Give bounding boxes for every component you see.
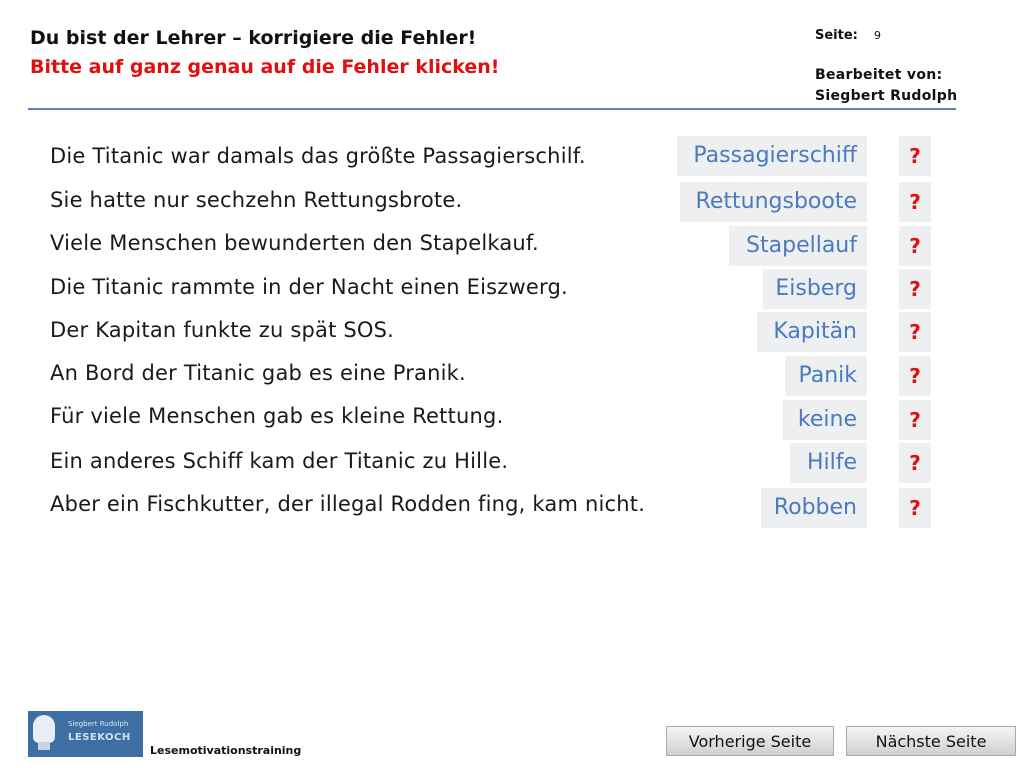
lightbulb-icon bbox=[33, 715, 55, 743]
answer-box-4: Eisberg bbox=[763, 269, 867, 309]
help-button-7[interactable]: ? bbox=[899, 400, 931, 440]
page-number: 9 bbox=[874, 29, 881, 42]
page-title: Du bist der Lehrer – korrigiere die Fehler! bbox=[30, 27, 477, 49]
answer-box-9: Robben bbox=[761, 488, 867, 528]
help-button-6[interactable]: ? bbox=[899, 356, 931, 396]
previous-page-button[interactable]: Vorherige Seite bbox=[666, 726, 834, 756]
answer-box-7: keine bbox=[783, 400, 867, 440]
lesekoch-logo bbox=[28, 711, 143, 757]
help-button-1[interactable]: ? bbox=[899, 136, 931, 176]
help-button-3[interactable]: ? bbox=[899, 226, 931, 266]
logo-author: Siegbert Rudolph bbox=[68, 720, 129, 728]
help-button-4[interactable]: ? bbox=[899, 269, 931, 309]
sentence-3[interactable]: Viele Menschen bewunderten den Stapelkauf. bbox=[50, 231, 539, 255]
sentence-7[interactable]: Für viele Menschen gab es kleine Rettung. bbox=[50, 404, 504, 428]
help-button-2[interactable]: ? bbox=[899, 182, 931, 222]
answer-box-6: Panik bbox=[785, 356, 867, 396]
sentence-9[interactable]: Aber ein Fischkutter, der illegal Rodden fing, kam nicht. bbox=[50, 492, 646, 516]
sentence-6[interactable]: An Bord der Titanic gab es eine Pranik. bbox=[50, 361, 466, 385]
instruction-text: Bitte auf ganz genau auf die Fehler klicken! bbox=[30, 56, 500, 78]
lightbulb-base-icon bbox=[38, 742, 50, 750]
next-page-button[interactable]: Nächste Seite bbox=[846, 726, 1016, 756]
page-label: Seite: bbox=[815, 28, 858, 43]
sentence-2[interactable]: Sie hatte nur sechzehn Rettungsbrote. bbox=[50, 188, 463, 212]
answer-box-8: Hilfe bbox=[790, 443, 867, 483]
footer-label: Lesemotivationstraining bbox=[150, 744, 302, 757]
answer-box-3: Stapellauf bbox=[729, 226, 867, 266]
header-divider bbox=[28, 108, 956, 110]
sentence-1[interactable]: Die Titanic war damals das größte Passagierschilf. bbox=[50, 144, 586, 168]
edited-by-name: Siegbert Rudolph bbox=[815, 88, 958, 104]
sentence-5[interactable]: Der Kapitan funkte zu spät SOS. bbox=[50, 318, 395, 342]
sentence-8[interactable]: Ein anderes Schiff kam der Titanic zu Hille. bbox=[50, 449, 509, 473]
edited-by-label: Bearbeitet von: bbox=[815, 67, 943, 83]
help-button-9[interactable]: ? bbox=[899, 488, 931, 528]
help-button-5[interactable]: ? bbox=[899, 312, 931, 352]
answer-box-2: Rettungsboote bbox=[680, 182, 867, 222]
answer-box-5: Kapitän bbox=[757, 312, 867, 352]
answer-box-1: Passagierschiff bbox=[677, 136, 867, 176]
logo-brand: LESEKOCH bbox=[68, 732, 131, 743]
sentence-4[interactable]: Die Titanic rammte in der Nacht einen Eiszwerg. bbox=[50, 275, 568, 299]
help-button-8[interactable]: ? bbox=[899, 443, 931, 483]
